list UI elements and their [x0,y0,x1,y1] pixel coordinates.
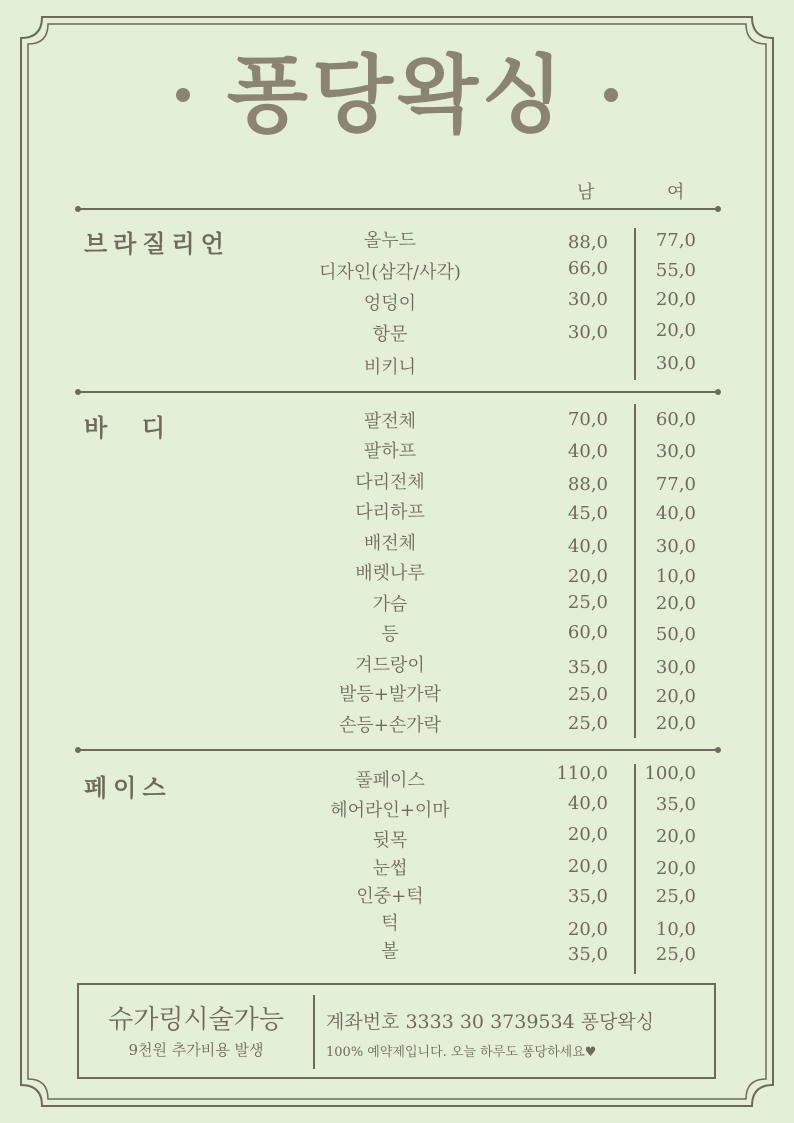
footer-info-box [77,983,716,1079]
price-female: 30,0 [655,657,696,678]
price-male: 25,0 [567,592,608,613]
reservation-message: 100% 예약제입니다. 오늘 하루도 퐁당하세요♥ [326,1045,597,1060]
price-male: 20,0 [567,824,608,845]
item-name: 엉덩이 [363,293,417,314]
price-male: 40,0 [567,793,608,814]
item-name: 인중+턱 [356,886,424,907]
price-female: 20,0 [655,593,696,614]
sugaring-note: 9천원 추가비용 발생 [128,1041,264,1059]
price-female: 50,0 [655,624,696,645]
price-female: 20,0 [655,858,696,879]
price-row [0,620,794,644]
price-row [0,559,794,587]
price-female: 100,0 [644,763,696,784]
header-female: 여 [667,182,685,203]
category-body: 바 디 [84,414,172,442]
price-row [0,437,794,461]
price-male: 110,0 [556,763,608,784]
price-female: 10,0 [655,566,696,587]
item-name: 등 [381,624,399,645]
item-name: 뒷목 [372,830,408,851]
price-row [0,353,794,377]
price-male: 25,0 [567,713,608,734]
price-female: 10,0 [655,919,696,940]
price-row [0,590,794,614]
item-name: 볼 [381,941,399,962]
sugaring-title: 슈가링시술가능 [108,1005,284,1035]
price-row [0,826,794,850]
price-row [0,651,794,678]
price-male: 40,0 [567,536,608,557]
price-male: 45,0 [567,503,608,524]
section-divider [78,208,718,210]
price-female: 30,0 [655,536,696,557]
price-male: 70,0 [567,409,608,430]
price-row [0,226,794,253]
item-name: 비키니 [363,357,417,378]
price-row [0,680,794,707]
price-male: 88,0 [567,232,608,253]
item-name: 겨드랑이 [355,655,425,676]
item-name: 팔하프 [363,441,417,462]
price-female: 60,0 [655,409,696,430]
price-row [0,529,794,557]
header-male: 남 [577,182,595,203]
price-female: 20,0 [655,289,696,310]
price-male: 35,0 [567,886,608,907]
price-row [0,937,794,965]
price-row [0,909,794,940]
item-name: 가슴 [372,594,408,615]
item-name: 배렛나루 [355,563,425,584]
title-dot-right [604,88,618,102]
price-male: 35,0 [567,944,608,965]
item-name: 디자인(삼각/사각) [319,262,461,283]
price-male: 40,0 [567,441,608,462]
price-row [0,854,794,878]
price-female: 25,0 [655,886,696,907]
price-row [0,468,794,495]
price-female: 30,0 [655,353,696,374]
price-male: 88,0 [567,474,608,495]
price-row [0,711,794,735]
price-female: 77,0 [655,474,696,495]
price-male: 60,0 [567,622,608,643]
price-row [0,289,794,313]
price-female: 20,0 [655,320,696,341]
item-name: 헤어라인+이마 [330,800,450,821]
item-name: 턱 [381,913,399,934]
price-male: 20,0 [567,566,608,587]
price-female: 40,0 [655,503,696,524]
price-male: 30,0 [567,289,608,310]
price-row [0,498,794,522]
price-female: 20,0 [655,686,696,707]
item-name: 풀페이스 [355,770,425,791]
section-divider [78,391,718,393]
section-divider [78,749,718,751]
category-face: 페이스 [84,774,172,802]
price-male: 30,0 [567,322,608,343]
price-male: 20,0 [567,919,608,940]
price-female: 55,0 [655,260,696,281]
item-name: 발등+발가락 [338,684,442,705]
price-row [0,882,794,906]
price-female: 30,0 [655,441,696,462]
item-name: 팔전체 [363,411,417,432]
price-male: 20,0 [567,856,608,877]
item-name: 올누드 [363,230,417,251]
price-row [0,320,794,344]
account-info: 계좌번호 3333 30 3739534 퐁당왁싱 [326,1011,655,1033]
price-female: 25,0 [655,944,696,965]
item-name: 손등+손가락 [338,715,442,736]
price-female: 20,0 [655,826,696,847]
item-name: 다리하프 [355,502,425,523]
category-brazilian: 브라질리언 [84,230,230,258]
shop-title: 퐁당왁싱 [226,46,568,144]
price-female: 35,0 [655,794,696,815]
footer-separator [313,995,315,1069]
price-female: 77,0 [655,230,696,251]
price-male: 35,0 [567,657,608,678]
item-name: 눈썹 [372,858,408,879]
price-row [0,793,794,821]
price-male: 25,0 [567,684,608,705]
price-male: 66,0 [567,258,608,279]
price-row [0,763,794,791]
price-female: 20,0 [655,713,696,734]
price-row [0,407,794,431]
item-name: 다리전체 [355,472,425,493]
price-row [0,258,794,282]
item-name: 항문 [372,324,408,345]
item-name: 배전체 [363,533,417,554]
